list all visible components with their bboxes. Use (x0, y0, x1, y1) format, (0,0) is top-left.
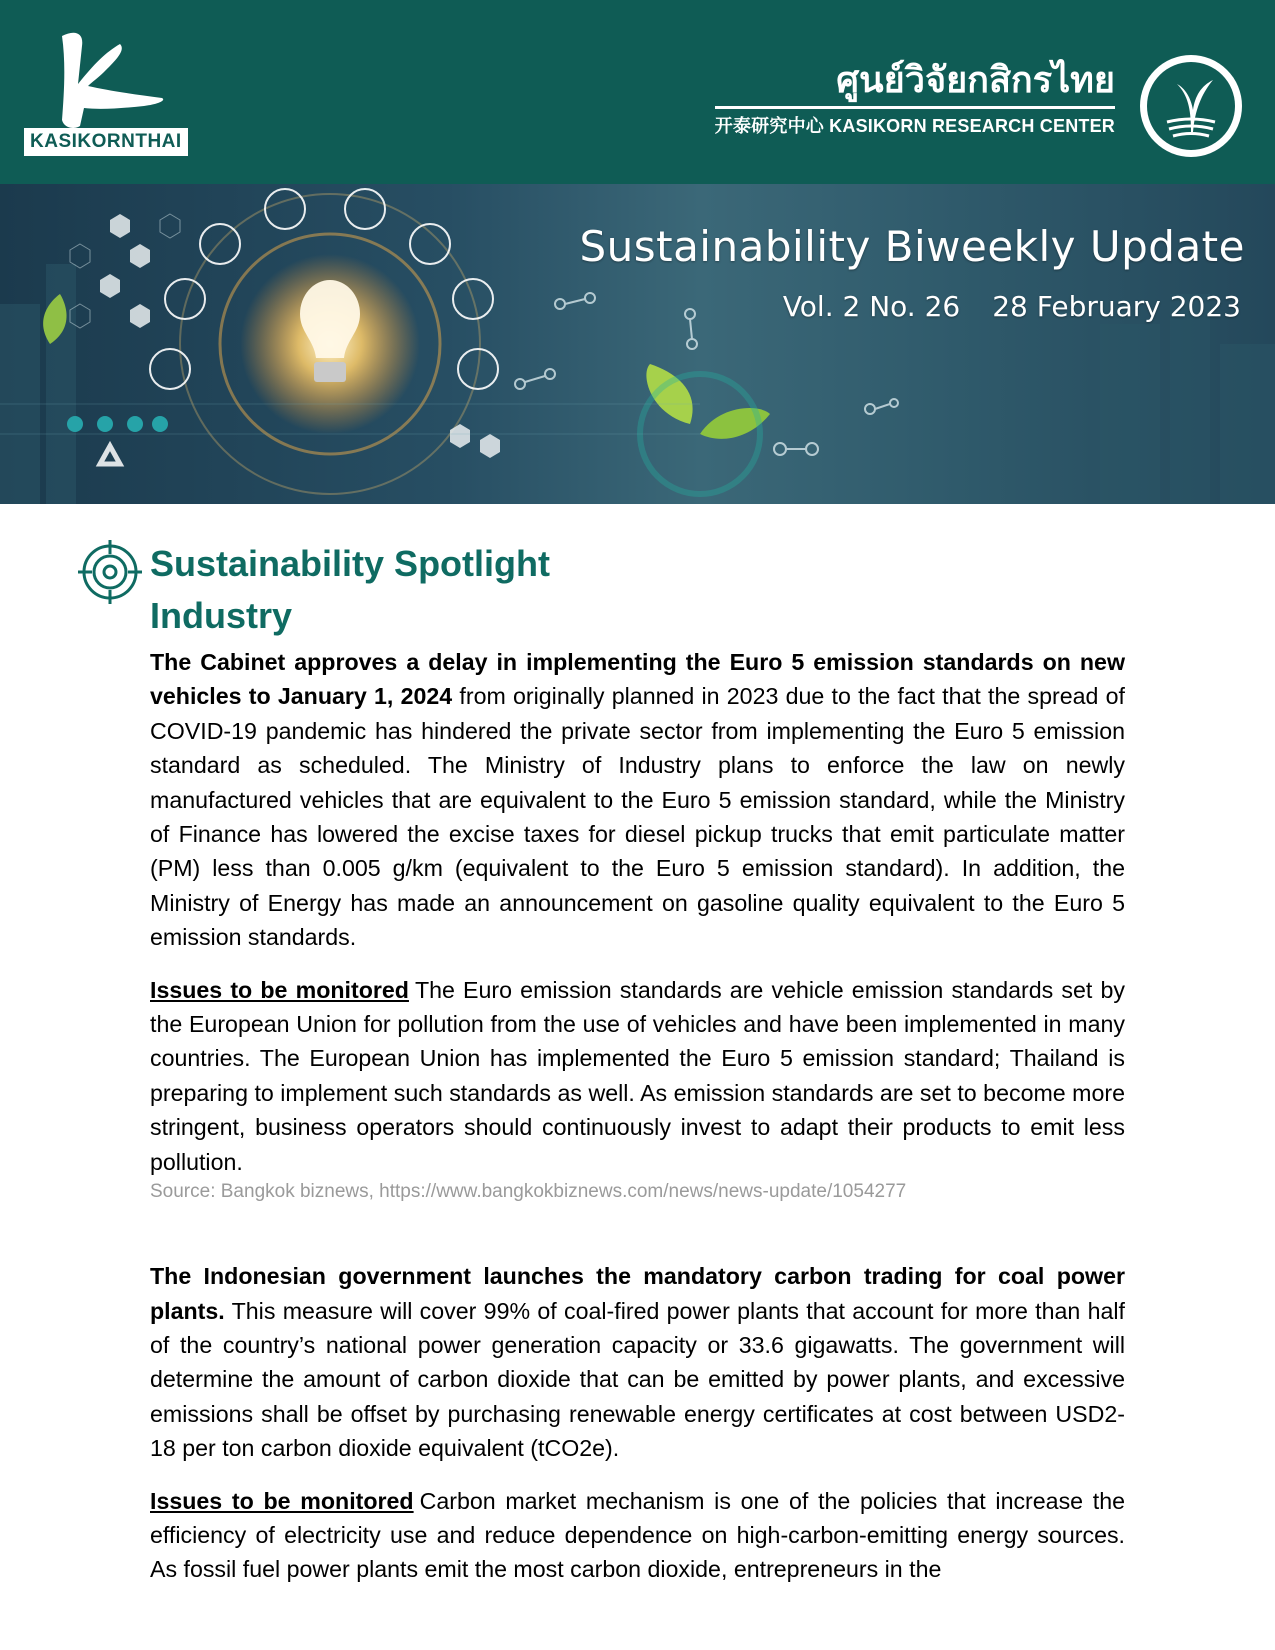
section-subtitle: Industry (150, 595, 293, 636)
org-thai-name: ศูนย์วิจัยกสิกรไทย (836, 60, 1115, 101)
article-spacer (150, 1205, 1125, 1259)
target-icon (78, 540, 142, 604)
article-2-monitor-text: Carbon market mechanism is one of the policies that increase the efficiency of electricity use and reduce dependence on high-carbon-emitting energy sources. As fossil fuel power plants emit the most carbon dioxide, entrepreneurs in the (150, 1487, 1125, 1583)
research-center-wordmark (715, 58, 1115, 137)
brand-label: KASIKORNTHAI (24, 128, 188, 156)
article-2-monitor-label: Issues to be monitored (150, 1487, 414, 1514)
article-2-headline: The Indonesian government launches the mandatory carbon trading for coal power plants. (150, 1263, 1125, 1324)
issue-date: 28 February 2023 (992, 290, 1241, 323)
article-1-headline: The Cabinet approves a delay in implementing the Euro 5 emission standards on new vehicles to January 1, 2024 (150, 649, 1125, 710)
k-brush-icon (44, 24, 184, 134)
article-1-monitor-label: Issues to be monitored (150, 976, 409, 1003)
article-1-body: from originally planned in 2023 due to the fact that the spread of COVID-19 pandemic has hindered the private sector from implementing the Euro 5 emission standard as scheduled. The Ministry of Industry plans to enforce the law on newly manufactured vehicles that are equivalent to the Euro 5 emission standard, while the Ministry of Finance has lowered the excise taxes for diesel pickup trucks that emit particulate matter (PM) less than 0.005 g/km (equivalent to the Euro 5 emission standard). In addition, the Ministry of Energy has made an announcement on gasoline quality equivalent to the Euro 5 emission standards. (150, 683, 1125, 951)
article-1-source: Source: Bangkok biznews, https://www.bangkokbiznews.com/news/news-update/1054277 (150, 1181, 907, 1203)
section-title: Sustainability Spotlight (150, 543, 551, 584)
publication-title: Sustainability Biweekly Update (579, 222, 1245, 271)
article-2-summary (150, 1259, 1125, 1465)
org-english-name: 开泰研究中心 KASIKORN RESEARCH CENTER (714, 116, 1115, 136)
issue-volume: Vol. 2 No. 26 (782, 290, 961, 323)
wordmark-divider (715, 106, 1115, 109)
header-bar (0, 0, 1275, 184)
kasikorn-seal-icon (1137, 52, 1245, 160)
article-1-monitor-text: The Euro emission standards are vehicle emission standards set by the European Union for pollution from the use of vehicles and have been implemented in many countries. The European Union has implemented the Euro 5 emission standard; Thailand is preparing to implement such standards as well. As emission standards are set to become more stringent, business operators should continuously invest to adapt their products to emit less pollution. (150, 976, 1125, 1175)
article-2-body: This measure will cover 99% of coal-fired power plants that account for more than half of the country’s national power generation capacity or 33.6 gigawatts. The government will determine the amount of carbon dioxide that can be emitted by power plants, and excessive emissions shall be offset by purchasing renewable energy certificates at cost between USD2-18 per ton carbon dioxide equivalent (tCO2e). (150, 1297, 1125, 1462)
article-1-summary (150, 645, 1125, 955)
article-content (150, 645, 1125, 1605)
article-2-monitor (150, 1484, 1125, 1587)
issue-info (783, 290, 1241, 323)
article-1-monitor (150, 973, 1125, 1179)
hero-banner (0, 184, 1275, 504)
kasikornthai-logo (24, 24, 194, 156)
